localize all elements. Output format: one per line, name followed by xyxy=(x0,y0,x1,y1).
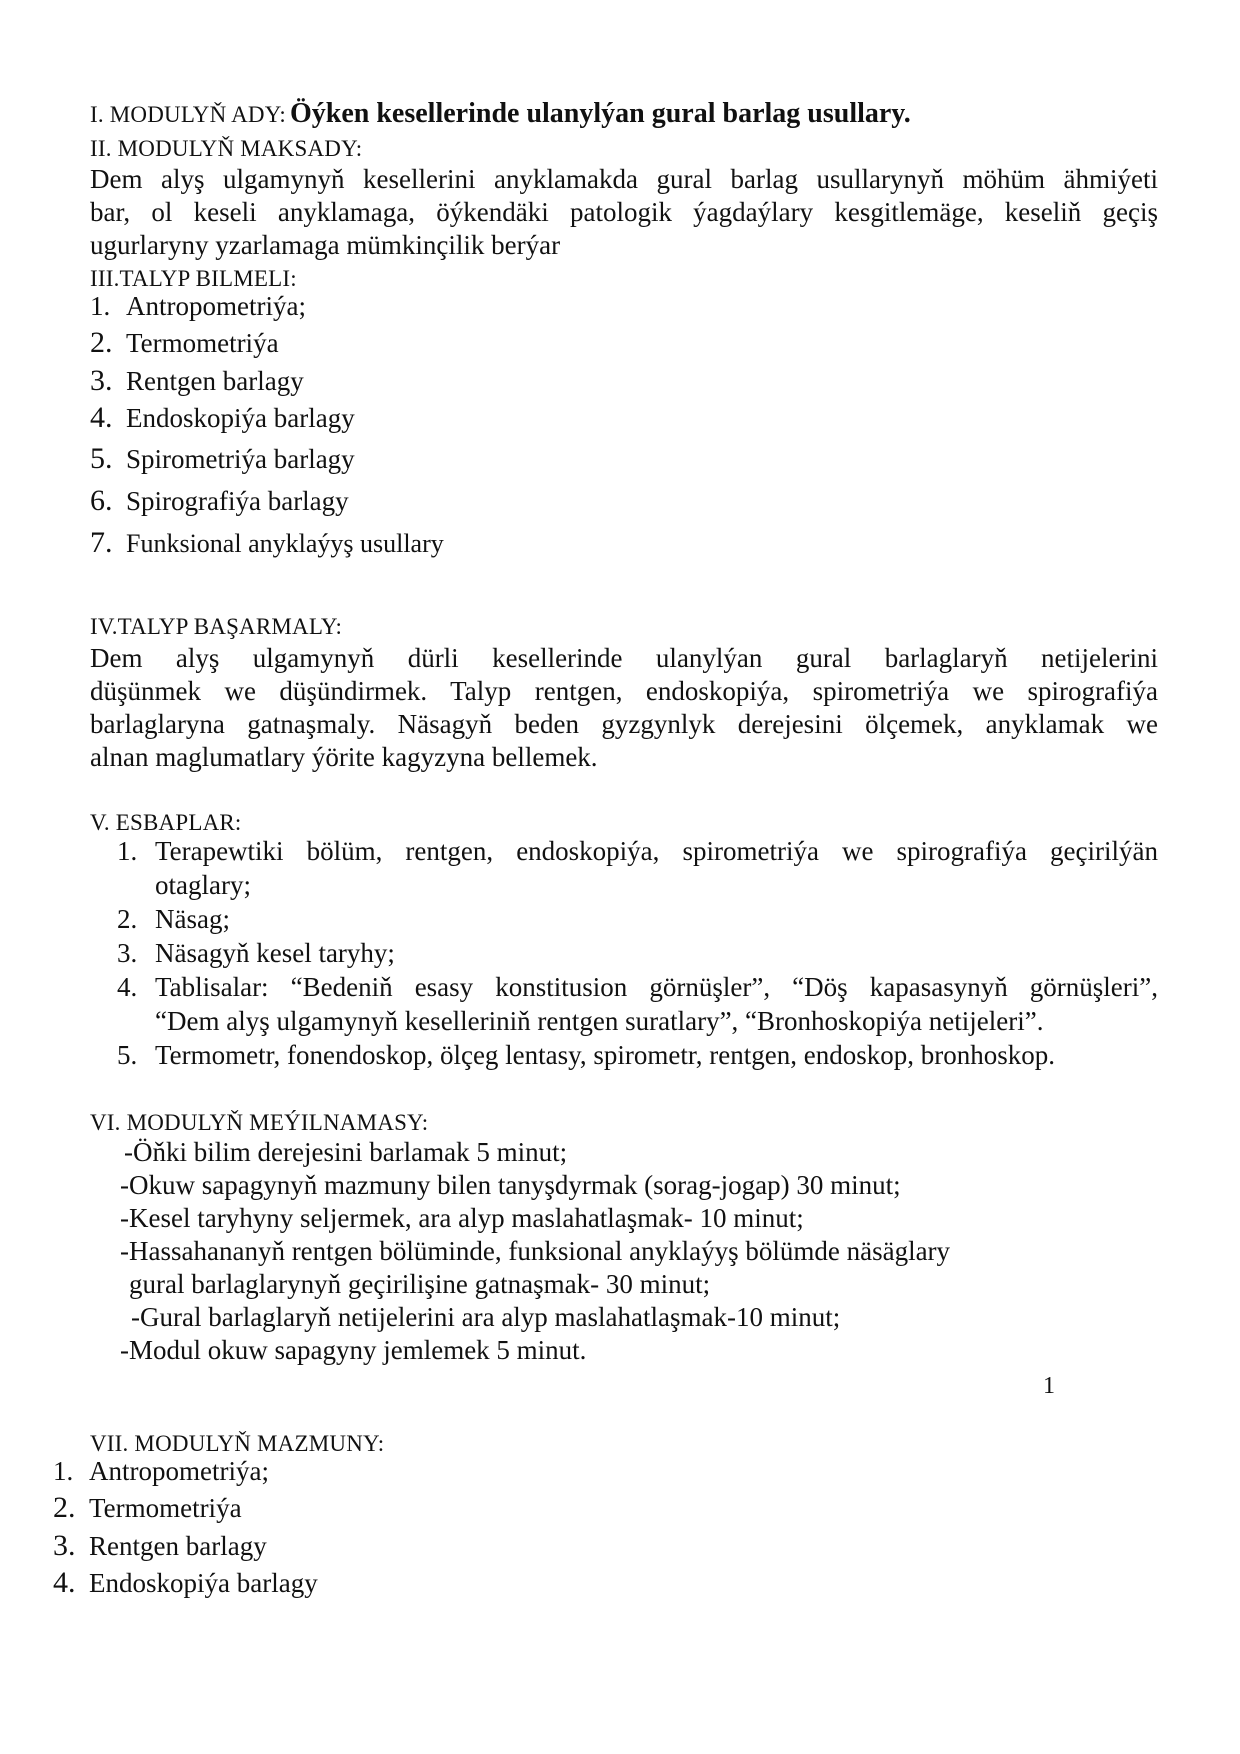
paragraph-line: bar, ol keseli anyklamaga, öýkendäki patologik ýagdaýlary kesgitlemäge, keseliň geçiş xyxy=(90,197,1158,227)
section5-heading: V. ESBAPLAR: xyxy=(90,810,242,835)
plan-line: -Hassahananyň rentgen bölüminde, funksional anyklaýyş bölümde näsäglary xyxy=(120,1236,951,1266)
paragraph-line: Dem alyş ulgamynyň dürli kesellerinde ulanylýan gural barlaglaryň netijelerini xyxy=(90,643,1158,673)
list-item: 5. Spirometriýa barlagy xyxy=(90,442,355,475)
plan-line: -Öňki bilim derejesini barlamak 5 minut; xyxy=(124,1137,568,1167)
plan-line: -Gural barlaglaryň netijelerini ara alyp maslahatlaşmak-10 minut; xyxy=(131,1302,841,1332)
list-item: 1. Antropometriýa; xyxy=(53,1456,269,1486)
section6-heading: VI. MODULYŇ MEÝILNAMASY: xyxy=(90,1110,429,1135)
paragraph-line: alnan maglumatlary ýörite kagyzyna bellemek. xyxy=(90,742,598,772)
page-number: 1 xyxy=(1043,1373,1055,1399)
module-title: Öýken kesellerinde ulanylýan gural barlag usullary. xyxy=(290,98,911,129)
list-item: 4. Endoskopiýa barlagy xyxy=(90,401,355,434)
list-item: 6. Spirografiýa barlagy xyxy=(90,484,349,517)
list-item: 3. Rentgen barlagy xyxy=(90,364,304,397)
plan-line: gural barlaglarynyň geçirilişine gatnaşmak- 30 minut; xyxy=(129,1269,711,1299)
list-item: 2. Termometriýa xyxy=(90,326,279,359)
module-name-line xyxy=(90,98,911,130)
list-item: 7. Funksional anyklaýyş usullary xyxy=(90,526,444,559)
list-item: 3. Rentgen barlagy xyxy=(53,1529,267,1562)
list-item: 1. Antropometriýa; xyxy=(90,291,306,321)
plan-line: -Okuw sapagynyň mazmuny bilen tanyşdyrmak (sorag-jogap) 30 minut; xyxy=(120,1170,901,1200)
section4-heading: IV.TALYP BAŞARMALY: xyxy=(90,614,343,639)
paragraph-line: Dem alyş ulgamynyň kesellerini anyklamakda gural barlag usullarynyň möhüm ähmiýeti xyxy=(90,164,1158,194)
section4-paragraph xyxy=(90,642,1158,774)
section1-heading: I. MODULYŇ ADY: xyxy=(90,102,286,127)
plan-line: -Modul okuw sapagyny jemlemek 5 minut. xyxy=(120,1335,587,1365)
plan-line: -Kesel taryhyny seljermek, ara alyp maslahatlaşmak- 10 minut; xyxy=(120,1203,804,1233)
list-item: 4. Endoskopiýa barlagy xyxy=(53,1566,318,1599)
section7-heading: VII. MODULYŇ MAZMUNY: xyxy=(90,1431,385,1456)
section2-heading: II. MODULYŇ MAKSADY: xyxy=(90,136,363,161)
paragraph-line: düşünmek we düşündirmek. Talyp rentgen, endoskopiýa, spirometriýa we spirografiýa xyxy=(90,676,1158,706)
document-page: I. MODULYŇ ADY: Öýken kesellerinde ulanylýan gural barlag usullary. II. MODULYŇ MAKSADY: Dem alyş ulgamynyň kesellerini anyklamakda gural barlag usullarynyň möhüm ähmiýeti bar, ol keseli anyklamaga, öýkendäki patologik ýagdaýlary kesgitlemäge, keseliň geçiş ugurlaryny yzarlamaga mümkinçilik berýar III.TALYP BILMELI: 1. Antropometriýa; 2. Termometriýa 3. Rentgen barlagy 4. Endoskopiýa barlagy 5. Spirometriýa barlagy 6. Spirografiýa barlagy 7. Funksional anyklaýyş usullary IV.TALYP BAŞARMALY: Dem alyş ulgamynyň dürli kesellerinde ulanylýan gural barlaglaryň netijelerini düşünmek we düşündirmek. Talyp rentgen, endoskopiýa, spirometriýa we spirografiýa barlaglaryna gatnaşmaly. Näsagyň beden gyzgynlyk derejesini ölçemek, anyklamak we alnan maglumatlary ýörite kagyzyna bellemek. V. ESBAPLAR: 1. Terapewtiki bölüm, rentgen, endoskopiýa, spirometriýa we spirografiýa geçirilýän otaglary; 2. Näsag; 3. Näsagyň kesel taryhy; 4. Tablisalar: “Bedeniň esasy konstitusion görnüşler”, “Döş kapasasynyň görnüşleri”, “Dem alyş ulgamynyň keselleriniň rentgen suratlary”, “Bronhoskopiýa netijeleri”. 5. Termometr, fonendoskop, ölçeg lentasy, spirometr, rentgen, endoskop, bronhoskop. VI. MODULYŇ MEÝILNAMASY: -Öňki bilim derejesini barlamak 5 minut; -Okuw sapagynyň mazmuny bilen tanyşdyrmak (sorag-jogap) 30 minut; -Kesel taryhyny seljermek, ara alyp maslahatlaşmak- 10 minut; -Hassahananyň rentgen bölüminde, funksional anyklaýyş bölümde näsäglary gural barlaglarynyň geçirilişine gatnaşmak- 30 minut; -Gural barlaglaryň netijelerini ara alyp maslahatlaşmak-10 minut; -Modul okuw sapagyny jemlemek 5 minut. 1 VII. MODULYŇ MAZMUNY: 1. Antropometriýa; 2. Termometriýa 3. Rentgen barlagy 4. Endoskopiýa barlagy xyxy=(53,98,1158,1599)
section3-heading: III.TALYP BILMELI: xyxy=(90,266,297,291)
paragraph-line: ugurlaryny yzarlamaga mümkinçilik berýar xyxy=(90,230,561,260)
paragraph-line: barlaglaryna gatnaşmaly. Näsagyň beden gyzgynlyk derejesini ölçemek, anyklamak we xyxy=(90,709,1158,739)
section2-paragraph xyxy=(90,163,1158,262)
list-item: 2. Termometriýa xyxy=(53,1491,242,1524)
